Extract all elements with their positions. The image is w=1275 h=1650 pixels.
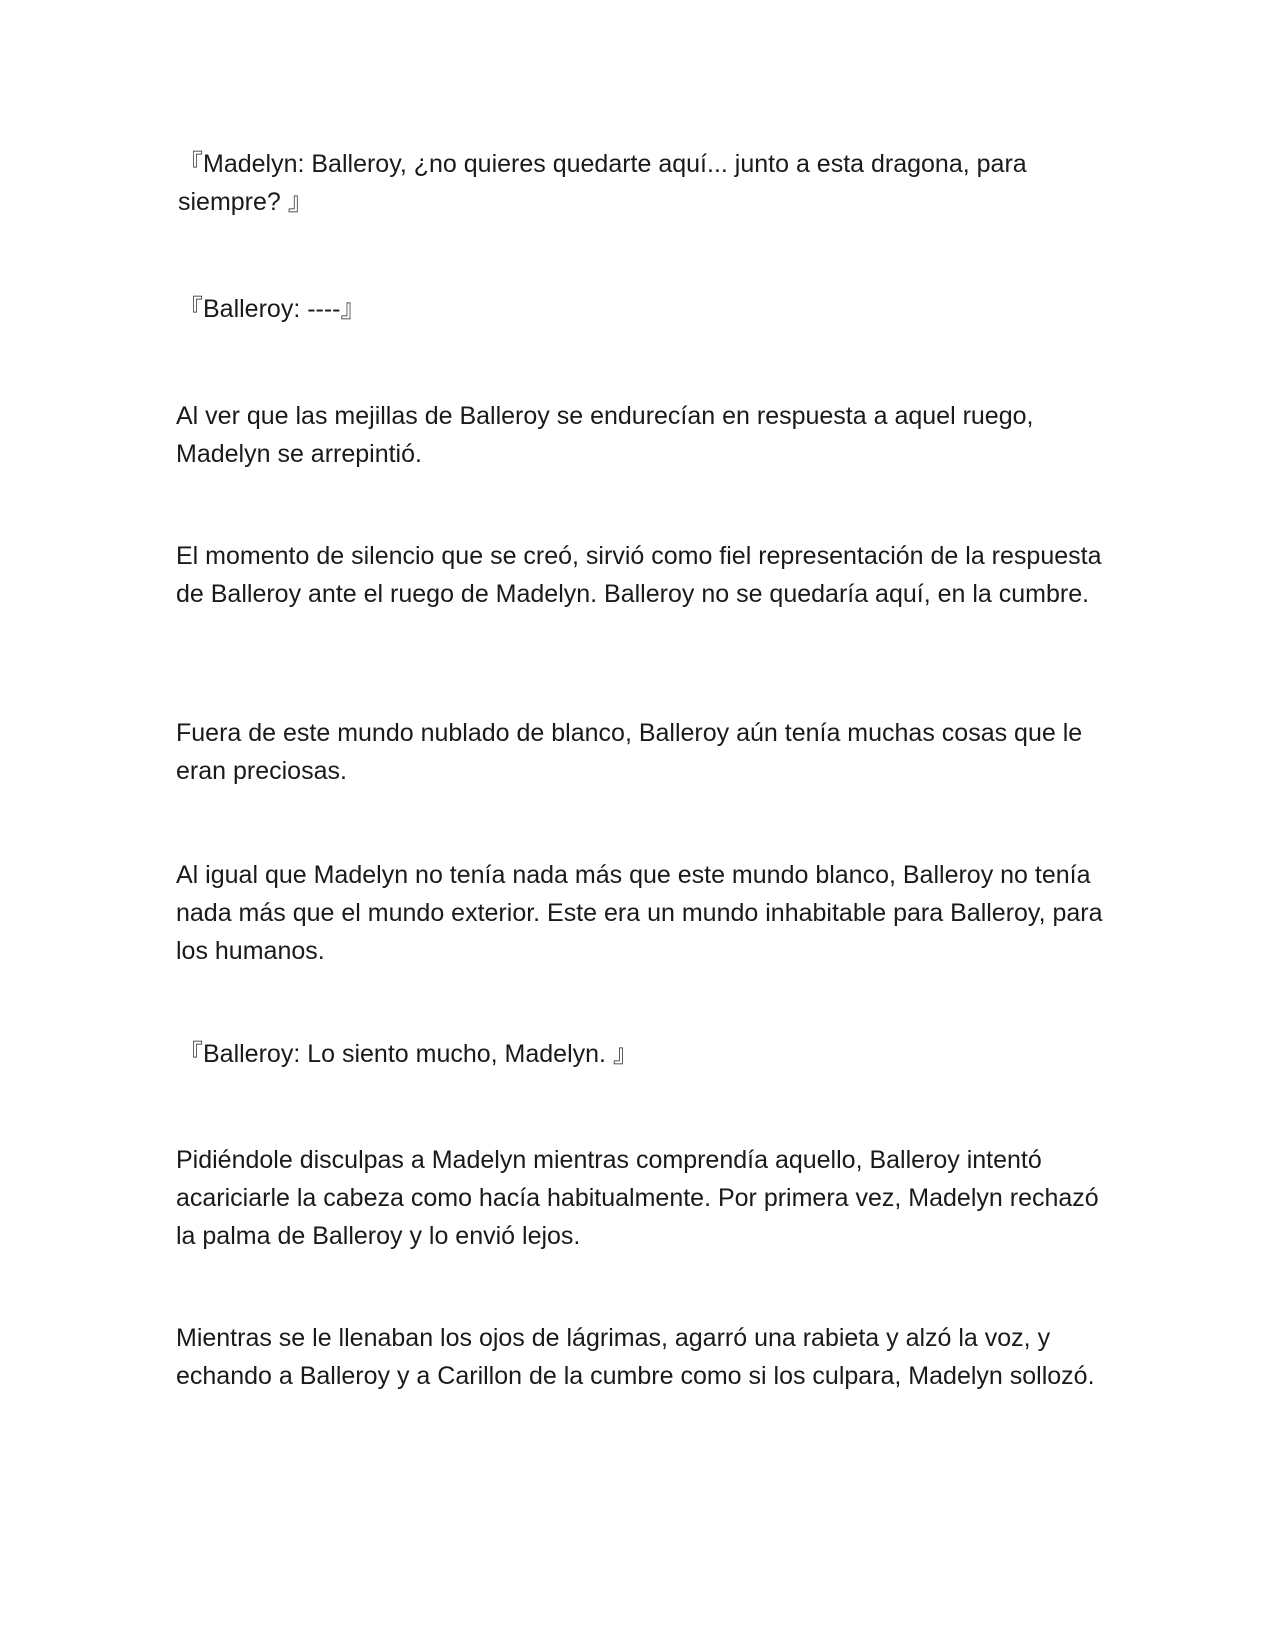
- paragraph-two-worlds: Al igual que Madelyn no tenía nada más que este mundo blanco, Balleroy no tenía nada más que el mundo exterior. Este era un mundo inhabitable para Balleroy, para los humanos.: [176, 861, 1103, 965]
- dialogue-balleroy-silence: 『Balleroy: ----』: [178, 295, 366, 323]
- dialogue-madelyn-plea: 『Madelyn: Balleroy, ¿no quieres quedarte aquí... junto a esta dragona, para siempre? 』: [178, 150, 1027, 216]
- paragraph-madelyn-sobbed: Mientras se le llenaban los ojos de lágrimas, agarró una rabieta y alzó la voz, y echando a Balleroy y a Carillon de la cumbre como si los culpara, Madelyn sollozó.: [176, 1324, 1095, 1390]
- paragraph-silence-answer: El momento de silencio que se creó, sirvió como fiel representación de la respuesta de Balleroy ante el ruego de Madelyn. Balleroy no se quedaría aquí, en la cumbre.: [176, 542, 1102, 608]
- paragraph-rejected-palm: Pidiéndole disculpas a Madelyn mientras comprendía aquello, Balleroy intentó acariciarle la cabeza como hacía habitualmente. Por primera vez, Madelyn rechazó la palma de Balleroy y lo envió lejos.: [176, 1146, 1099, 1250]
- paragraph-outside-world: Fuera de este mundo nublado de blanco, Balleroy aún tenía muchas cosas que le eran preciosas.: [176, 719, 1083, 785]
- dialogue-balleroy-apology: 『Balleroy: Lo siento mucho, Madelyn. 』: [178, 1040, 638, 1068]
- paragraph-madelyn-regret: Al ver que las mejillas de Balleroy se endurecían en respuesta a aquel ruego, Madelyn se arrepintió.: [176, 402, 1034, 468]
